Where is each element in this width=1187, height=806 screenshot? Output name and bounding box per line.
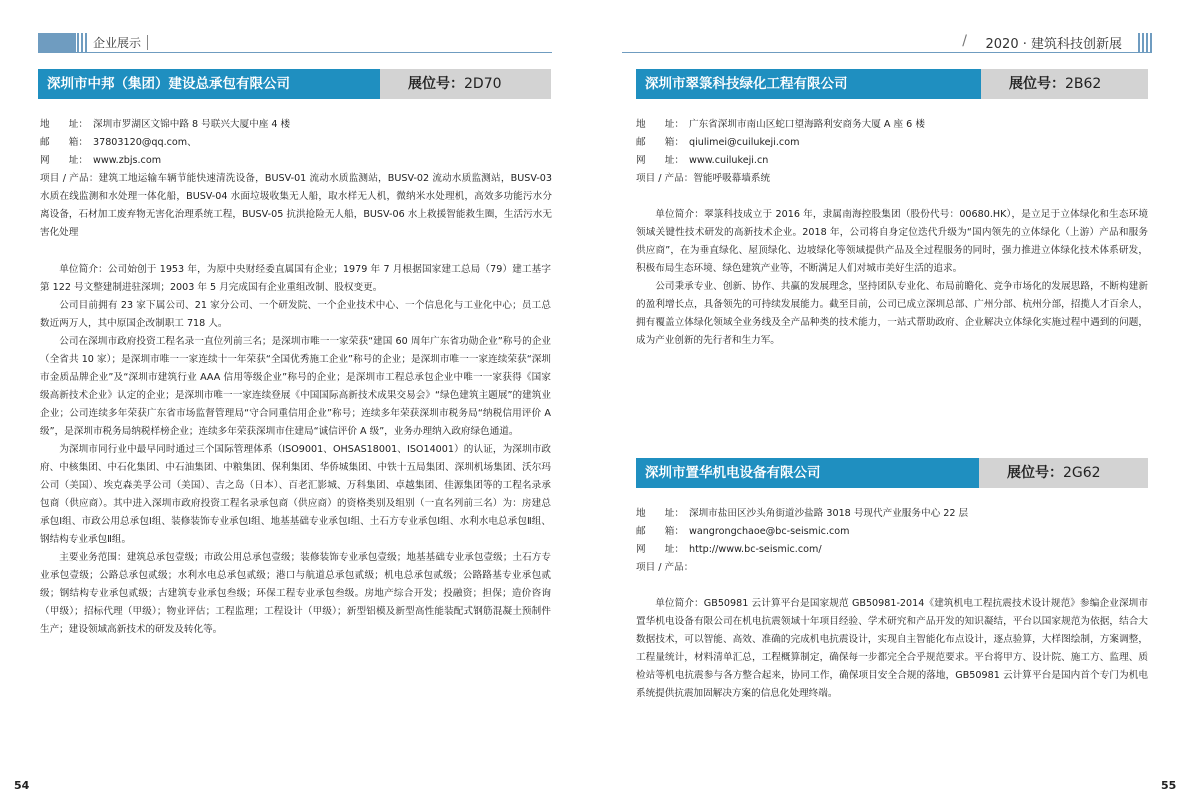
company3-booth [979,458,1148,488]
company2-web-row [636,152,1148,170]
company2-address-row [636,116,1148,134]
company1-email[interactable]: 37803120@qq.com、 [93,137,197,148]
page-number-left: 54 [14,779,30,792]
company2-web[interactable]: www.cuilukeji.cn [689,155,769,166]
company2-intro-p2: 公司秉承专业、创新、协作、共赢的发展理念，坚持团队专业化、布局前瞻化、竞争市场化的发展思路，不断构建新的盈利增长点，具备领先的可持续发展能力。截至目前，公司已成立深圳总部、广州分部、杭州分部，招揽人才百余人，拥有覆盖立体绿化领域全业务线及全产品种类的技术能力，一站式帮助政府、企业解决立体绿化实施过程中遇到的问题，成为产业创新的先行者和生力军。 [636,281,1148,346]
header-rule [622,52,1152,53]
email-label: 邮 箱： [636,137,684,148]
header-slash-icon: / [962,33,967,49]
company3-email[interactable]: wangrongchaoe@bc-seismic.com [689,526,850,537]
company1-web-row [40,152,552,170]
company2-address: 广东省深圳市南山区蛇口望海路利安商务大厦 A 座 6 楼 [689,119,925,130]
company1-booth-label: 展位号： [408,76,464,92]
company3-email-row [636,523,1148,541]
company2-booth-number: 2B62 [1065,76,1102,92]
company3-booth-label: 展位号： [1007,465,1063,481]
company1-products-row [40,170,552,242]
company1-address: 深圳市罗湖区文锦中路 8 号联兴大厦中座 4 楼 [93,119,291,130]
company1-intro-p1: 单位简介：公司始创于 1953 年，为原中央财经委直属国有企业；1979 年 7 月根据国家建工总局（79）建工基字第 122 号文整建制进驻深圳；2003 年 5 月完成国有企业重组改制、股权变更。 [40,264,551,293]
company1-web[interactable]: www.zbjs.com [93,155,162,166]
company2-email[interactable]: qiulimei@cuilukeji.com [689,137,800,148]
right-header [622,33,1152,53]
header-stripe-icon [1138,33,1152,52]
company1-address-row [40,116,552,134]
company3-address-row [636,505,1148,523]
company2-intro [636,206,1148,350]
company2-info [636,116,1148,188]
company2-products: 智能呼吸幕墙系统 [693,173,771,184]
company1-email-row [40,134,552,152]
company2-banner [636,69,1148,99]
address-label: 地 址： [636,508,684,519]
web-label: 网 址： [40,155,88,166]
email-label: 邮 箱： [40,137,88,148]
company1-banner [38,69,551,99]
company1-intro-p2: 公司目前拥有 23 家下属公司、21 家分公司、一个研发院、一个企业技术中心、一个信息化与工业化中心；员工总数近两万人，其中原国企改制职工 718 人。 [40,300,551,329]
company3-intro-p1: 单位简介：GB50981 云计算平台是国家规范 GB50981-2014《建筑机电工程抗震技术设计规范》参编企业深圳市置华机电设备有限公司在机电抗震领域十年项目经验、学术研究和产品开发的知识凝结，平台以国家规范为依据，结合大数据技术，可以智能、高效、准确的完成机电抗震设计，实现自主智能化布点设计，逐点验算，大样图绘制，方案调整，工程量统计，材料清单汇总，工程概算制定，确保每一步都完全合乎规范要求。平台将甲方、设计院、施工方、监理、质检站等机电抗震参与各方整合起来，协同工作，确保项目安全合规的落地，GB50981 云计算平台是国内首个专门为机电系统提供抗震加固解决方案的信息化处理终端。 [636,598,1148,699]
company3-info [636,505,1148,577]
company3-web[interactable]: http://www.bc-seismic.com/ [689,544,822,555]
web-label: 网 址： [636,544,684,555]
company3-intro [636,595,1148,703]
company3-name: 深圳市置华机电设备有限公司 [636,458,979,488]
company2-email-row [636,134,1148,152]
left-page [0,0,593,806]
address-label: 地 址： [636,119,684,130]
company1-booth [380,69,551,99]
section-title: 企业展示 [93,36,142,50]
company3-booth-number: 2G62 [1063,465,1101,481]
header-divider [147,35,148,50]
email-label: 邮 箱： [636,526,684,537]
company3-products-row [636,559,1148,577]
company1-intro-p3: 公司在深圳市政府投资工程名录一直位列前三名；是深圳市唯一一家荣获“建国 60 周年广东省功勋企业”称号的企业（全省共 10 家）；是深圳市唯一一家连续十一年荣获“全国优秀施工企业”称号的企业；是深圳市唯一一家连续荣获“深圳市金质品牌企业”及“深圳市建筑行业 AAA 信用等级企业”称号的企业；是深圳市工程总承包企业中唯一一家获得《国家级高新技术企业》认定的企业；是深圳市唯一一家连续登展《中国国际高新技术成果交易会》“绿色建筑主题展”的建筑业企业；公司连续多年荣获广东省市场监督管理局“守合同重信用企业”称号；连续多年荣获深圳市税务局“纳税信用评价 A 级”，是深圳市税务局纳税样榜企业；连续多年荣获深圳市住建局“诚信评价 A 级”，业务办理纳入政府绿色通道。 [40,336,551,437]
address-label: 地 址： [40,119,88,130]
company2-name: 深圳市翠箓科技绿化工程有限公司 [636,69,981,99]
company2-booth [981,69,1148,99]
header-stripe-icon [77,33,89,52]
company3-address: 深圳市盐田区沙头角街道沙盐路 3018 号现代产业服务中心 22 层 [689,508,969,519]
company1-products: 建筑工地运输车辆节能快速清洗设备，BUSV-01 流动水质监测站，BUSV-02 流动水质监测站，BUSV-03 水质在线监测和水处理一体化船，BUSV-04 水面垃圾收集无人船，取水样无人机，微纳米水处理机，高效多功能污水分离设备，石材加工废弃物无害化治理系统工程，BUSV-05 抗洪抢险无人船，BUSV-06 水上救援智能救生圈，生活污水无害化处理 [40,173,552,238]
company3-web-row [636,541,1148,559]
header-rule [38,52,552,53]
page-number-right: 55 [1161,779,1177,792]
company1-info [40,116,552,242]
products-label: 项目 / 产品： [636,562,694,573]
company1-intro [40,261,551,639]
company3-banner [636,458,1148,488]
company1-intro-p5: 主要业务范围：建筑总承包壹级；市政公用总承包壹级；装修装饰专业承包壹级；地基基础专业承包壹级；土石方专业承包壹级；公路总承包贰级；水利水电总承包贰级；港口与航道总承包贰级；机电总承包贰级；公路路基专业承包贰级；钢结构专业承包贰级；古建筑专业承包叁级；环保工程专业承包叁级。房地产综合开发；投融资；担保；造价咨询（甲级）；招标代理（甲级）；物业评估；工程监理；工程设计（甲级）；新型铝模及新型高性能装配式钢筋混凝土预制件生产；建设领域高新技术的研发及转化等。 [40,552,551,635]
products-label: 项目 / 产品： [636,173,694,184]
right-page [593,0,1187,806]
event-title: 2020 · 建筑科技创新展 [985,37,1122,52]
web-label: 网 址： [636,155,684,166]
left-header [38,33,552,53]
company2-booth-label: 展位号： [1009,76,1065,92]
company1-intro-p4: 为深圳市同行业中最早同时通过三个国际管理体系（ISO9001、OHSAS18001、ISO14001）的认证，为深圳市政府、中核集团、中石化集团、中石油集团、中粮集团、保利集团、华侨城集团、中铁十五局集团、深圳机场集团、沃尔玛公司（美国）、埃克森美孚公司（美国）、吉之岛（日本）、百老汇影城、万科集团、卓越集团、佳源集团等的工程名录承包商（供应商）。其中进入深圳市政府投资工程名录承包商（供应商）的资格类别及组别（一直名列前三名）为：房建总承包Ⅰ组、市政公用总承包Ⅰ组、装修装饰专业承包Ⅰ组、地基基础专业承包Ⅰ组、土石方专业承包Ⅰ组、水利水电总承包Ⅱ组、钢结构专业承包Ⅱ组。 [40,444,551,545]
products-label: 项目 / 产品： [40,173,99,184]
company1-name: 深圳市中邦（集团）建设总承包有限公司 [38,69,380,99]
company1-booth-number: 2D70 [464,76,502,92]
header-color-block [38,33,76,52]
company2-products-row [636,170,1148,188]
company2-intro-p1: 单位简介：翠箓科技成立于 2016 年，隶属南海控股集团（股份代号：00680.HK），是立足于立体绿化和生态环境领域关键性技术研发的高新技术企业。2018 年，公司将自身定位迭代升级为“国内领先的立体绿化（上游）产品和服务供应商”，在为垂直绿化、屋顶绿化、边坡绿化等领域提供产品及全过程服务的同时，强力推进立体绿化技术体系研发，积极布局生态环境、绿色建筑产业等，不断满足人们对城市美好生活的追求。 [636,209,1148,274]
